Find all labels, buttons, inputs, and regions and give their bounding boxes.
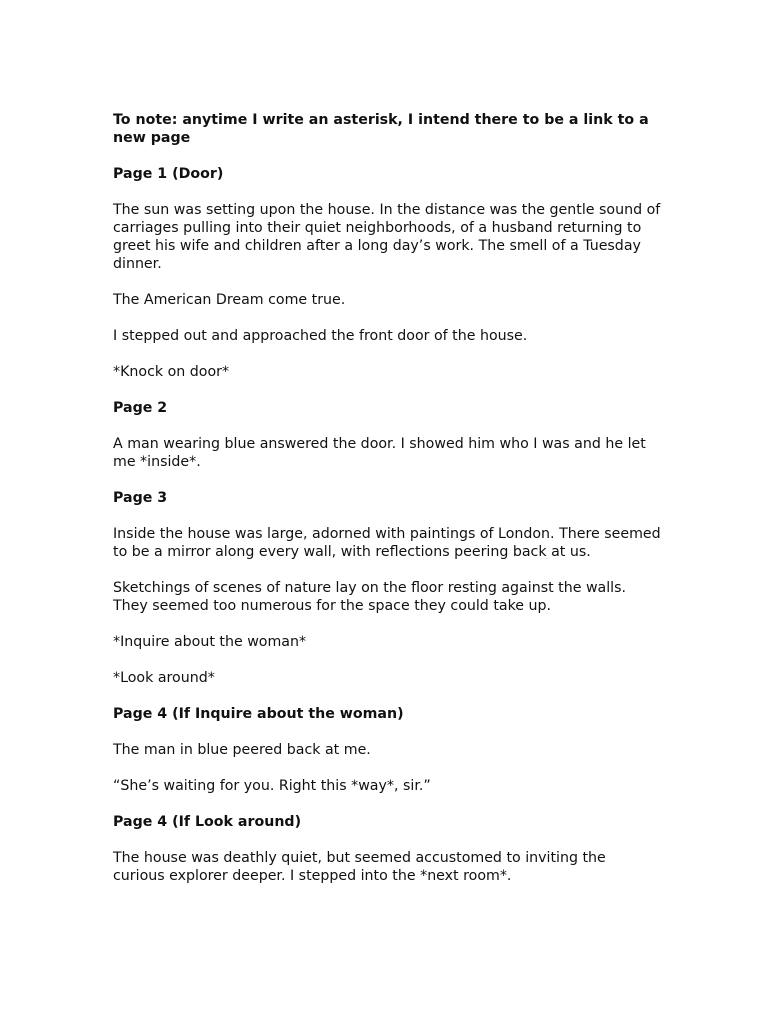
section-heading-page-1: Page 1 (Door) — [113, 166, 224, 182]
paragraph: Inside the house was large, adorned with paintings of London. There seemed to be a mirror along every wall, with reflections peering back at us. — [113, 526, 661, 560]
document-page — [113, 111, 661, 903]
choice-link-inquire-about-woman: *Inquire about the woman* — [113, 634, 307, 650]
choice-link-look-around: *Look around* — [113, 670, 215, 686]
section-heading-page-2: Page 2 — [113, 400, 168, 416]
choice-link-knock-on-door: *Knock on door* — [113, 364, 230, 380]
section-heading-page-3: Page 3 — [113, 490, 168, 506]
section-heading-page-4-inquire: Page 4 (If Inquire about the woman) — [113, 706, 404, 722]
section-heading-page-4-look-around: Page 4 (If Look around) — [113, 814, 302, 830]
paragraph: The American Dream come true. — [113, 292, 346, 308]
paragraph: A man wearing blue answered the door. I showed him who I was and he let me *inside*. — [113, 436, 646, 470]
paragraph-quote: “She’s waiting for you. Right this *way*, sir.” — [113, 778, 431, 794]
author-note: To note: anytime I write an asterisk, I intend there to be a link to a new page — [113, 112, 649, 146]
paragraph: Sketchings of scenes of nature lay on the floor resting against the walls. They seemed too numerous for the space they could take up. — [113, 580, 627, 614]
paragraph: The man in blue peered back at me. — [113, 742, 371, 758]
paragraph: The sun was setting upon the house. In the distance was the gentle sound of carriages pulling into their quiet neighborhoods, of a husband returning to greet his wife and children after a long day’s work. The smell of a Tuesday dinner. — [113, 202, 661, 272]
paragraph: I stepped out and approached the front door of the house. — [113, 328, 528, 344]
paragraph: The house was deathly quiet, but seemed accustomed to inviting the curious explorer deeper. I stepped into the *next room*. — [113, 850, 606, 884]
